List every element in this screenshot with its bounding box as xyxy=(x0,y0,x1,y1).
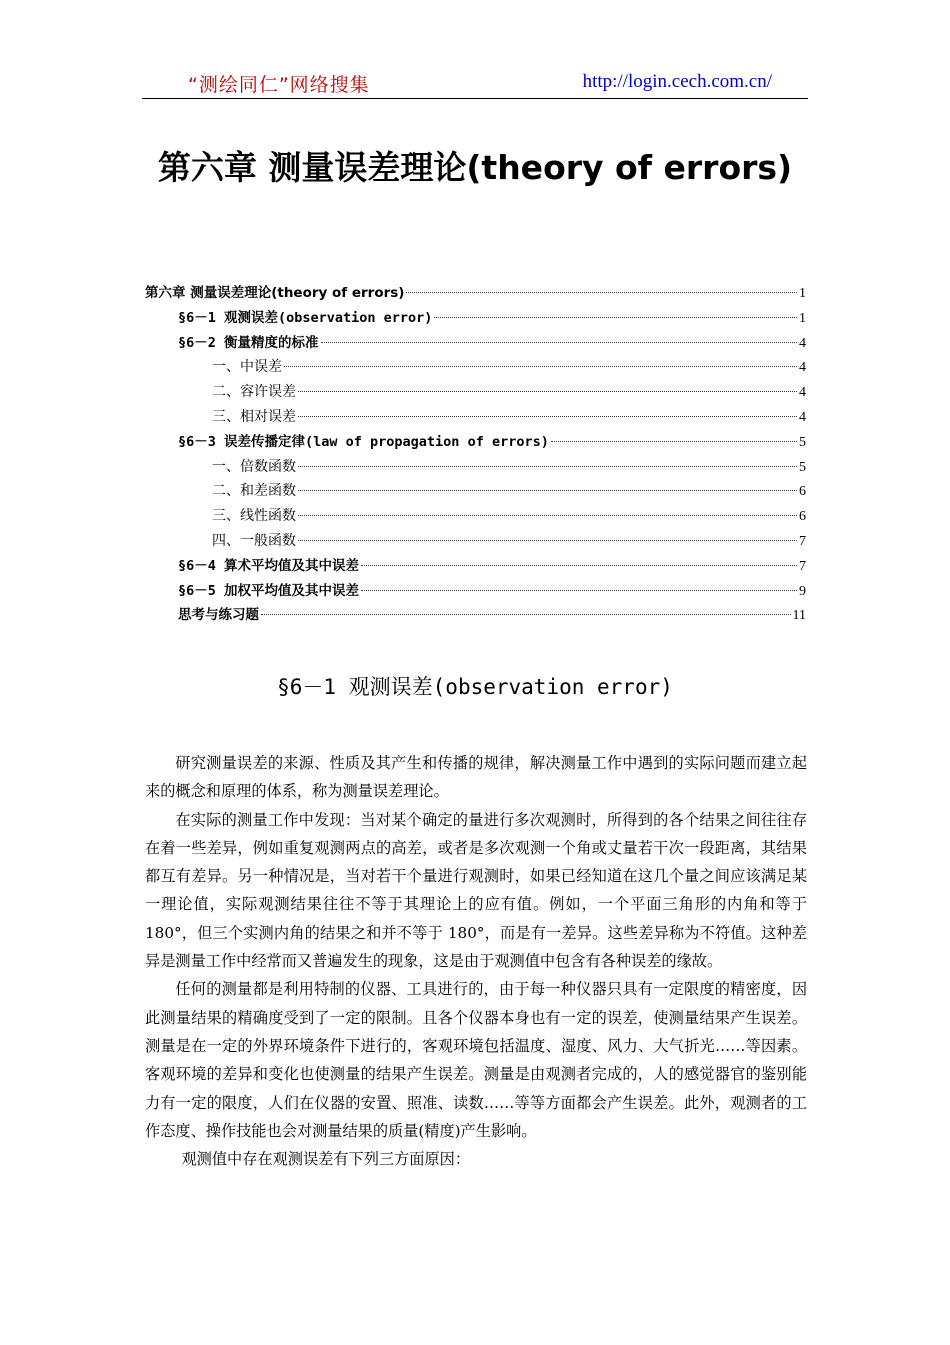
header-source-text: “测绘同仁”网络搜集 xyxy=(188,74,370,96)
toc-entry-title: 四、一般函数 xyxy=(212,532,296,549)
paragraph: 研究测量误差的来源、性质及其产生和传播的规律，解决测量工作中遇到的实际问题而建立起来的概念和原理的体系，称为测量误差理论。 xyxy=(145,754,807,801)
toc-entry-title: 思考与练习题 xyxy=(178,607,259,624)
toc-entry[interactable] xyxy=(145,331,806,356)
toc-entry[interactable] xyxy=(145,529,806,554)
header-url-link[interactable]: http://login.cech.com.cn/ xyxy=(582,71,772,92)
toc-entry-title: 三、相对误差 xyxy=(212,408,296,425)
body-text xyxy=(145,749,807,1173)
toc-entry-title: §6－5 加权平均值及其中误差 xyxy=(178,582,360,599)
toc-entry[interactable] xyxy=(145,455,806,480)
page-header xyxy=(142,66,808,99)
paragraph: 观测值中存在观测误差有下列三方面原因： xyxy=(181,1150,471,1169)
toc-entry-title: §6－4 算术平均值及其中误差 xyxy=(178,557,360,574)
toc-entry[interactable] xyxy=(145,405,806,430)
table-of-contents xyxy=(145,281,806,628)
toc-entry-title: 三、线性函数 xyxy=(212,508,296,525)
toc-page-number: 4 xyxy=(799,409,806,425)
toc-entry[interactable] xyxy=(145,554,806,579)
toc-leader-dots xyxy=(298,539,797,541)
toc-page-number: 6 xyxy=(799,509,806,525)
toc-page-number: 4 xyxy=(799,335,806,351)
toc-page-number: 11 xyxy=(792,608,806,624)
toc-entry-title: §6－1 观测误差(observation error) xyxy=(178,309,433,326)
paragraph: 任何的测量都是利用特制的仪器、工具进行的，由于每一种仪器只具有一定限度的精密度，因此测量结果的精确度受到了一定的限制。且各个仪器本身也有一定的误差，使测量结果产生误差。测量是在一定的外界环境条件下进行的，客观环境包括温度、湿度、风力、大气折光……等因素。客观环境的差异和变化也使测量的结果产生误差。测量是由观测者完成的，人的感觉器官的鉴别能力有一定的限度，人们在仪器的安置、照准、读数……等等方面都会产生误差。此外，观测者的工作态度、操作技能也会对测量结果的质量(精度)产生影响。 xyxy=(145,980,807,1140)
section-heading: §6－1 观测误差(observation error) xyxy=(277,675,673,699)
toc-leader-dots xyxy=(406,291,797,293)
toc-leader-dots xyxy=(284,365,797,367)
toc-page-number: 6 xyxy=(799,484,806,500)
toc-entry[interactable] xyxy=(145,380,806,405)
toc-entry-title: 二、容许误差 xyxy=(212,384,296,401)
toc-entry-title: 一、中误差 xyxy=(212,359,282,376)
toc-leader-dots xyxy=(298,489,797,491)
toc-entry[interactable] xyxy=(145,281,806,306)
toc-page-number: 4 xyxy=(799,360,806,376)
toc-leader-dots xyxy=(361,564,797,566)
chapter-title: 第六章 测量误差理论(theory of errors) xyxy=(157,148,793,187)
toc-leader-dots xyxy=(298,465,797,467)
toc-entry[interactable] xyxy=(145,479,806,504)
toc-leader-dots xyxy=(298,514,797,516)
toc-entry-title: §6－2 衡量精度的标准 xyxy=(178,334,319,351)
toc-leader-dots xyxy=(321,341,797,343)
toc-page-number: 5 xyxy=(799,434,806,450)
toc-entry-title: 二、和差函数 xyxy=(212,483,296,500)
toc-page-number: 1 xyxy=(799,310,806,326)
toc-leader-dots xyxy=(434,316,797,318)
toc-page-number: 4 xyxy=(799,385,806,401)
toc-page-number: 7 xyxy=(799,558,806,574)
toc-entry[interactable] xyxy=(145,355,806,380)
toc-page-number: 9 xyxy=(799,583,806,599)
toc-page-number: 5 xyxy=(799,459,806,475)
toc-entry[interactable] xyxy=(145,504,806,529)
toc-page-number: 7 xyxy=(799,533,806,549)
toc-leader-dots xyxy=(261,613,791,615)
toc-entry-title: §6－3 误差传播定律(law of propagation of errors) xyxy=(178,433,549,450)
toc-entry-title: 第六章 测量误差理论(theory of errors) xyxy=(145,285,405,301)
toc-leader-dots xyxy=(361,589,797,591)
toc-leader-dots xyxy=(551,440,797,442)
toc-leader-dots xyxy=(298,390,797,392)
toc-page-number: 1 xyxy=(799,286,806,301)
toc-entry[interactable] xyxy=(145,430,806,455)
toc-entry[interactable] xyxy=(145,306,806,331)
toc-entry[interactable] xyxy=(145,603,806,628)
toc-leader-dots xyxy=(298,415,797,417)
toc-entry[interactable] xyxy=(145,579,806,604)
paragraph: 在实际的测量工作中发现：当对某个确定的量进行多次观测时，所得到的各个结果之间往往存在着一些差异，例如重复观测两点的高差，或者是多次观测一个角或丈量若干次一段距离，其结果都互有差异。另一种情况是，当对若干个量进行观测时，如果已经知道在这几个量之间应该满足某一理论值，实际观测结果往往不等于其理论上的应有值。例如，一个平面三角形的内角和等于 180°，但三个实测内角的结果之和并不等于 180°，而是有一差异。这些差异称为不符值。这种差异是测量工作中经常而又普遍发生的现象，这是由于观测值中包含有各种误差的缘故。 xyxy=(145,810,807,971)
toc-entry-title: 一、倍数函数 xyxy=(212,458,296,475)
